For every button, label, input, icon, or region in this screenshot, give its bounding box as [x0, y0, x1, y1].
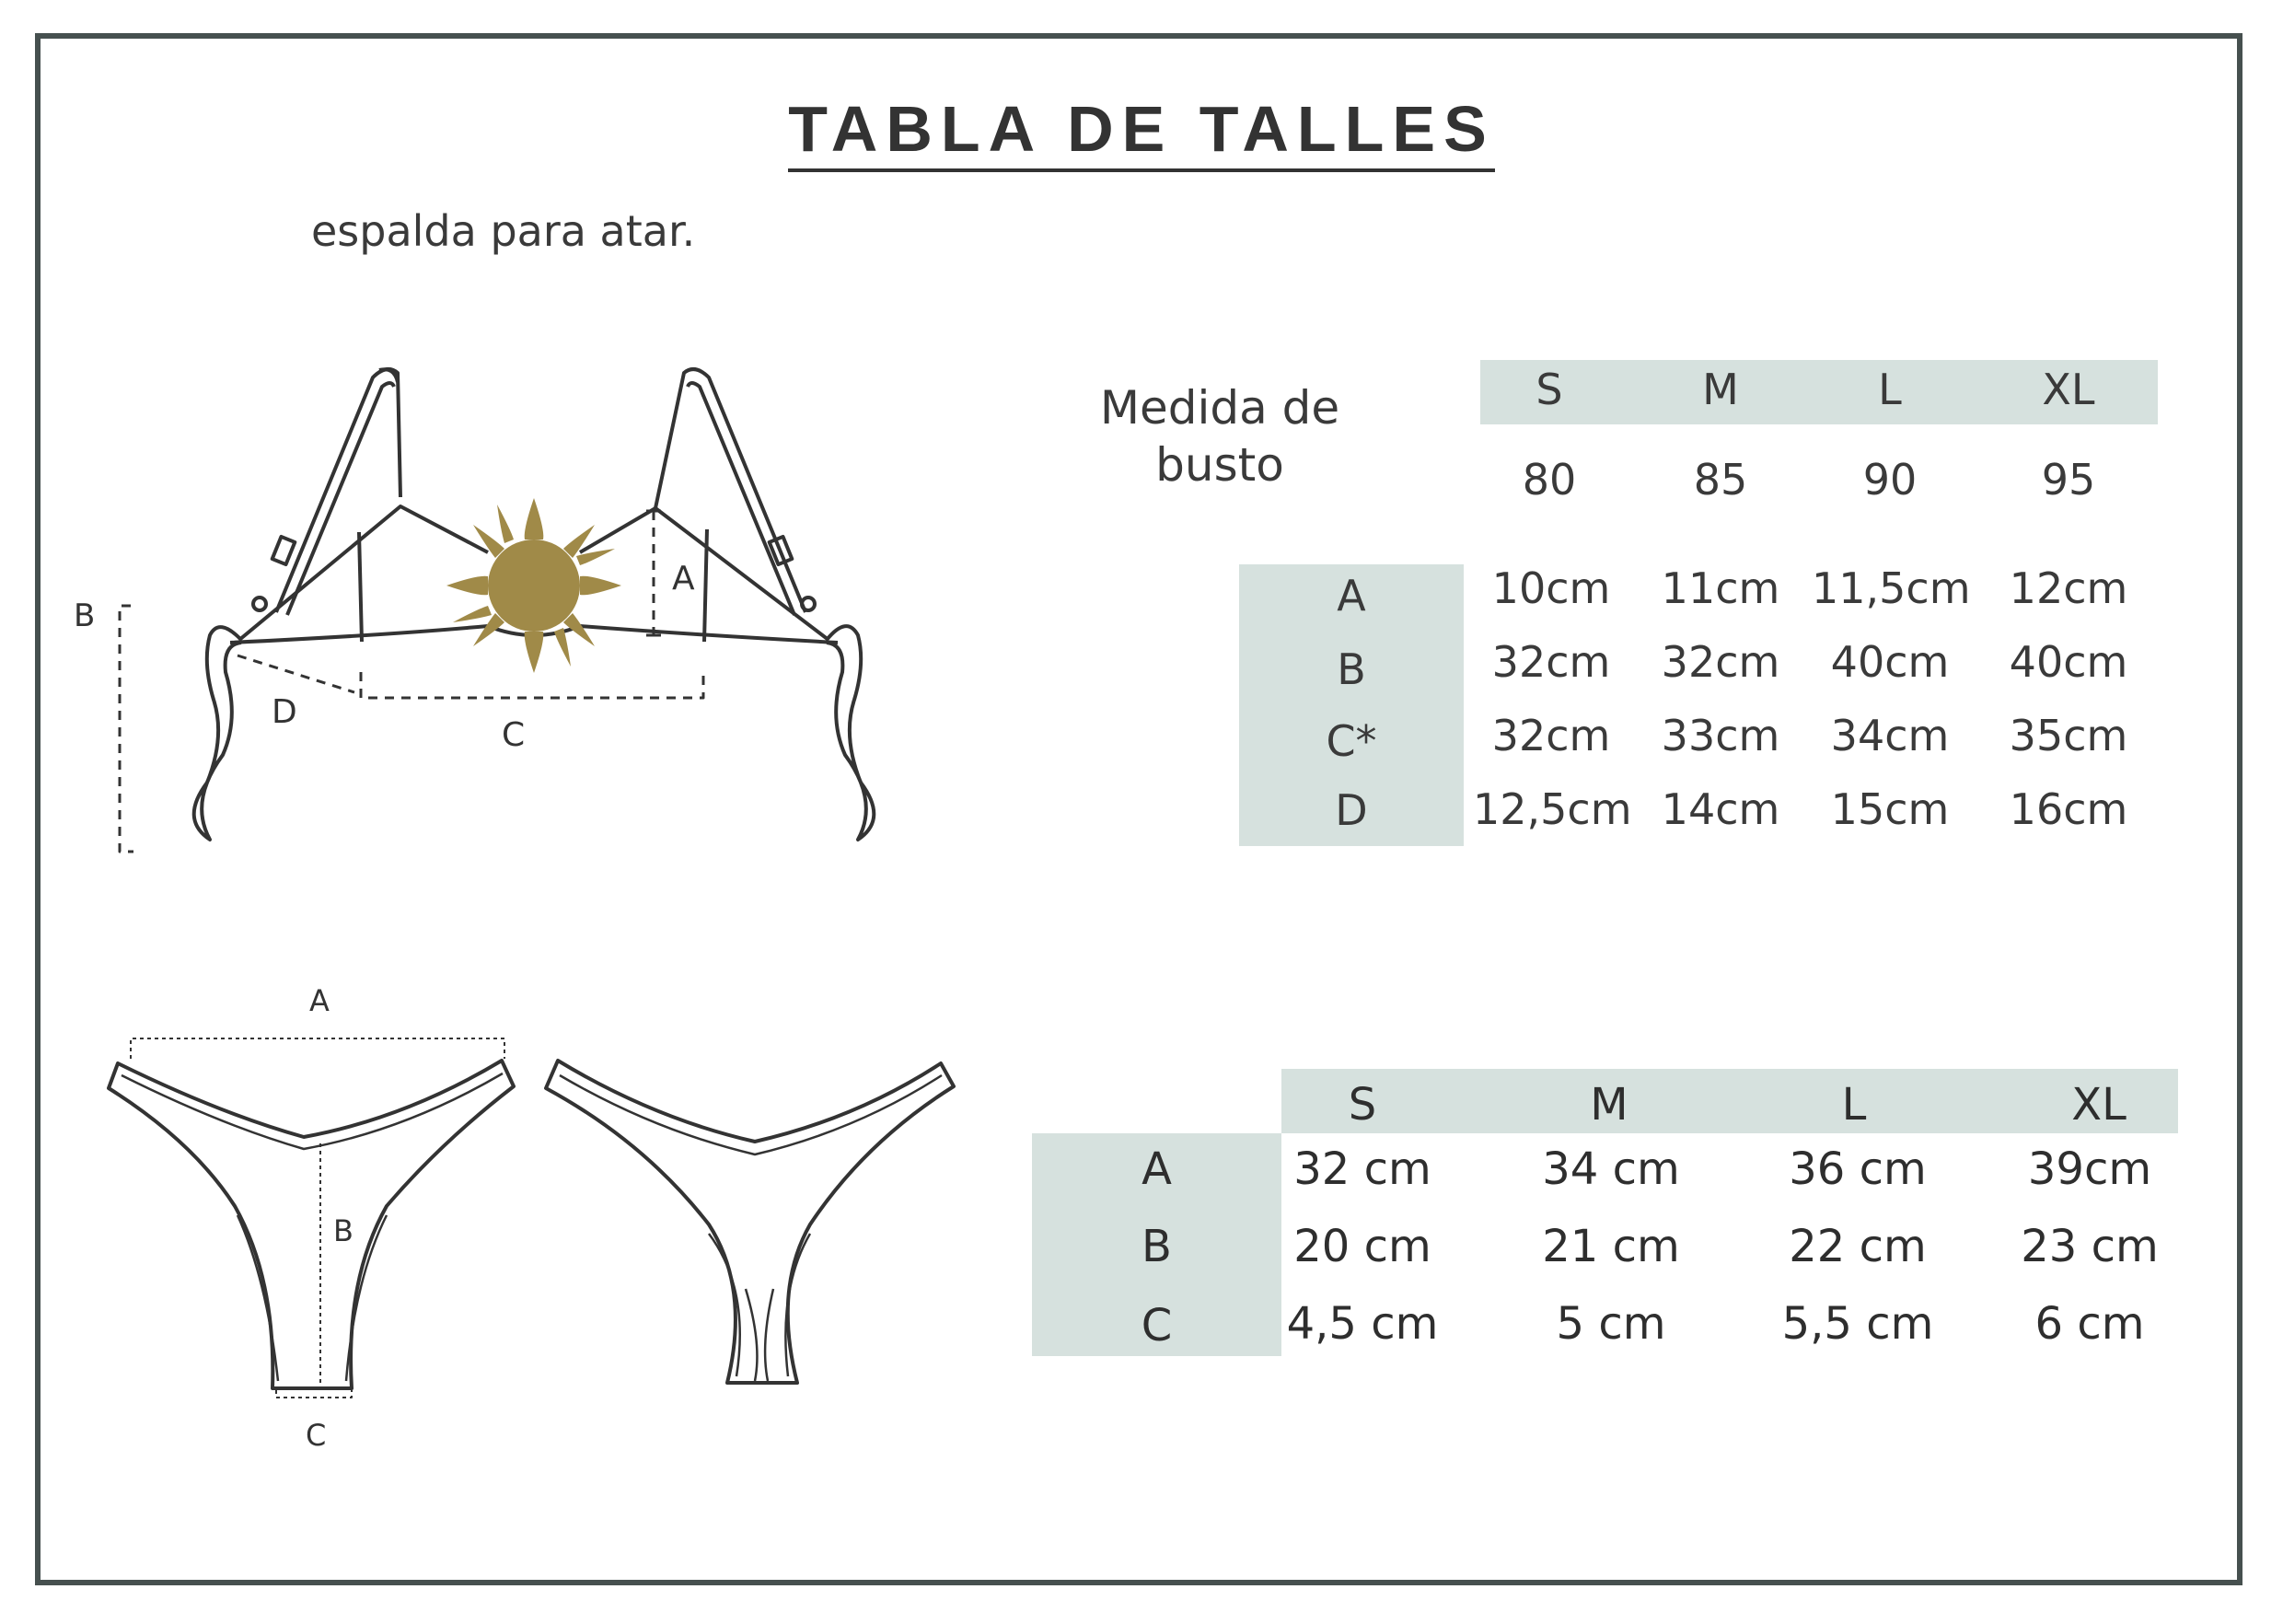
top-cell: 35cm: [2009, 711, 2128, 760]
top-cell: 33cm: [1661, 711, 1780, 760]
bust-row-label: Medida de busto: [1099, 381, 1340, 492]
bust-size-s: S: [1536, 365, 1563, 414]
bust-value-m: 85: [1693, 455, 1748, 505]
bottom-size-s: S: [1348, 1079, 1377, 1131]
bottom-cell: 20 cm: [1293, 1221, 1431, 1272]
bottom-cell: 23 cm: [2021, 1221, 2159, 1272]
bottom-cell: 6 cm: [2034, 1298, 2145, 1350]
top-label-b: B: [74, 597, 96, 634]
top-cell: 15cm: [1830, 784, 1950, 834]
bottom-cell: 22 cm: [1789, 1221, 1927, 1272]
bottom-label-c: C: [306, 1418, 327, 1453]
bottom-row-label: A: [1142, 1143, 1172, 1195]
top-cell: 10cm: [1491, 563, 1611, 613]
top-cell: 12cm: [2009, 563, 2128, 613]
top-cell: 34cm: [1830, 711, 1950, 760]
bust-size-xl: XL: [2042, 365, 2095, 414]
page-title: TABLA DE TALLES: [0, 92, 2283, 166]
bottom-cell: 5,5 cm: [1781, 1298, 1934, 1350]
top-row-label: D: [1335, 785, 1368, 835]
top-label-c: C: [502, 716, 526, 754]
top-row-label: A: [1337, 571, 1366, 621]
top-cell: 11,5cm: [1812, 563, 1971, 613]
bikini-bottom-front-drawing: [109, 1038, 514, 1398]
top-row-label: C*: [1326, 716, 1377, 766]
bottom-cell: 21 cm: [1542, 1221, 1680, 1272]
top-cell: 32cm: [1491, 711, 1611, 760]
top-cell: 40cm: [2009, 637, 2128, 687]
bottom-row-label: C: [1141, 1300, 1173, 1351]
sun-icon: [446, 498, 621, 673]
top-row-label: B: [1337, 644, 1366, 694]
bottom-label-a: A: [309, 983, 330, 1018]
bikini-bottom-back-drawing: [546, 1061, 954, 1383]
bottom-cell: 4,5 cm: [1286, 1298, 1439, 1350]
top-cell: 32cm: [1661, 637, 1780, 687]
subtitle: espalda para atar.: [311, 206, 696, 256]
bottom-cell: 34 cm: [1542, 1143, 1680, 1195]
bottom-size-l: L: [1841, 1079, 1867, 1131]
bust-size-l: L: [1878, 365, 1902, 414]
top-cell: 32cm: [1491, 637, 1611, 687]
top-cell: 16cm: [2009, 784, 2128, 834]
top-cell: 12,5cm: [1473, 784, 1632, 834]
bust-size-m: M: [1702, 365, 1739, 414]
bottom-cell: 36 cm: [1789, 1143, 1927, 1195]
bottom-cell: 39cm: [2027, 1143, 2152, 1195]
top-cell: 14cm: [1661, 784, 1780, 834]
top-cell: 11cm: [1661, 563, 1780, 613]
top-label-a: A: [672, 560, 695, 597]
bottom-size-m: M: [1590, 1079, 1628, 1131]
bottom-label-b: B: [333, 1213, 353, 1248]
top-label-d: D: [272, 693, 297, 731]
bust-value-s: 80: [1522, 455, 1577, 505]
top-cell: 40cm: [1830, 637, 1950, 687]
bottom-row-label: B: [1142, 1221, 1172, 1272]
bust-value-l: 90: [1862, 455, 1918, 505]
bottom-size-xl: XL: [2071, 1079, 2127, 1131]
bottom-cell: 5 cm: [1556, 1298, 1666, 1350]
bust-value-xl: 95: [2041, 455, 2096, 505]
bottom-cell: 32 cm: [1293, 1143, 1431, 1195]
